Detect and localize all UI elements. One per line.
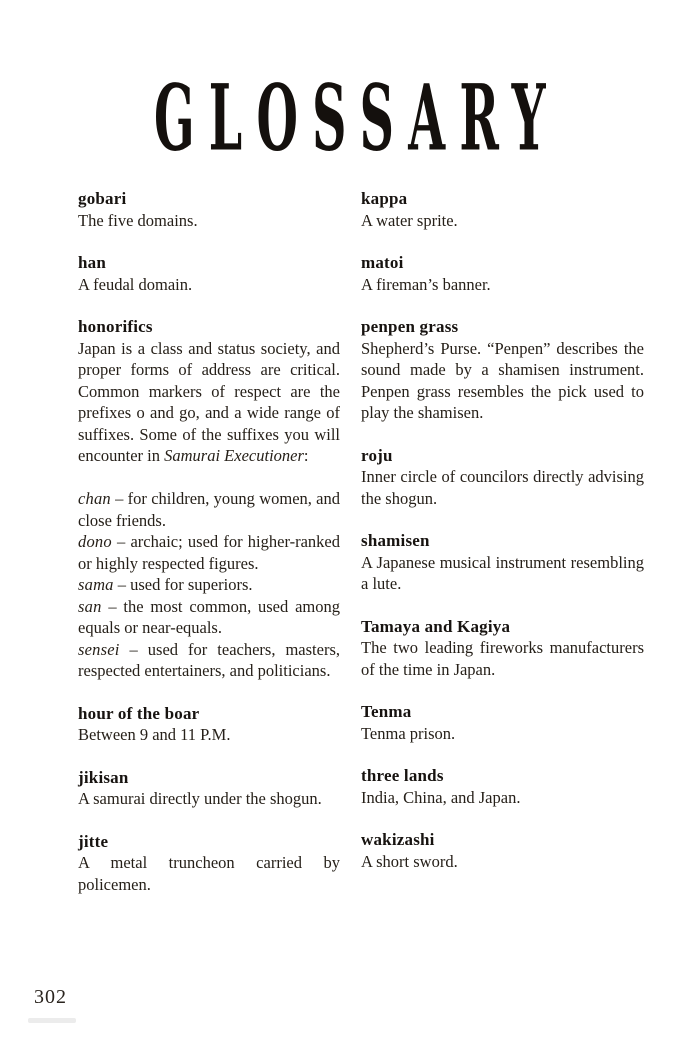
entry-jitte: [78, 831, 340, 896]
entry-hour-of-the-boar: [78, 703, 340, 746]
suffix-term: sama: [78, 575, 114, 594]
entry-term: matoi: [361, 253, 404, 272]
entry-definition: Shepherd’s Purse. “Penpen” describes the sound made by a shamisen instrument. Penpen grass resembles the pick used to play the shamisen.: [361, 338, 644, 422]
honorifics-intro-suffix: :: [303, 446, 309, 465]
entry-term: wakizashi: [361, 830, 435, 849]
entry-definition: [78, 338, 340, 467]
entry-definition: A fireman’s banner.: [361, 274, 491, 294]
entry-definition: India, China, and Japan.: [361, 787, 521, 807]
entry-definition: The five domains.: [78, 210, 198, 230]
entry-tamaya-and-kagiya: [361, 616, 644, 681]
suffix-term: sensei: [78, 639, 120, 659]
suffix-term: chan: [78, 489, 111, 508]
entry-kappa: [361, 188, 644, 231]
entry-term: Tenma: [361, 702, 412, 721]
suffix-text: – used for teachers, masters, respected entertainers, and politicians.: [78, 639, 341, 680]
honorifics-intro: Japan is a class and status society, and proper forms of address are critical. Common markers of respect are the prefixes o and go, and a wide range of suffixes. Some of the suffixes you will encounter in: [78, 338, 340, 465]
left-column: [78, 188, 340, 916]
entry-han: [78, 252, 340, 295]
entry-jikisan: [78, 767, 340, 810]
entry-three-lands: [361, 765, 644, 808]
entry-tenma: [361, 701, 644, 744]
suffix-item-chan: [78, 488, 340, 531]
entry-term: kappa: [361, 189, 408, 208]
entry-definition: Tenma prison.: [361, 723, 456, 743]
entry-term: Tamaya and Kagiya: [361, 616, 511, 636]
entry-term: penpen grass: [361, 317, 459, 336]
entry-definition: Between 9 and 11 P.M.: [78, 725, 231, 744]
entry-gobari: [78, 188, 340, 231]
suffix-item-dono: [78, 531, 340, 574]
suffix-item-sama: [78, 574, 340, 596]
entry-matoi: [361, 252, 644, 295]
suffix-item-sensei: [78, 639, 340, 682]
entry-honorifics: [78, 316, 340, 682]
entry-term: jikisan: [78, 767, 129, 787]
entry-definition: The two leading fireworks manufacturers of the time in Japan.: [361, 638, 644, 679]
page-number: 302: [34, 986, 67, 1008]
entry-definition: Inner circle of councilors directly advising the shogun.: [361, 467, 644, 508]
entry-roju: [361, 445, 644, 510]
entry-penpen-grass: [361, 316, 644, 424]
glossary-title-text: GLOSSARY: [154, 64, 561, 172]
entry-definition: A feudal domain.: [78, 274, 193, 294]
entry-term: gobari: [78, 189, 127, 208]
glossary-columns: [78, 188, 644, 916]
entry-shamisen: [361, 530, 644, 595]
entry-term: han: [78, 253, 107, 272]
suffix-list: [78, 488, 340, 682]
glossary-title: [0, 62, 700, 174]
entry-definition: A metal truncheon carried by policemen.: [78, 853, 340, 894]
work-title: Samurai Executioner: [164, 446, 304, 465]
entry-definition: A Japanese musical instrument resembling a lute.: [361, 552, 644, 593]
scan-artifact: [28, 1018, 76, 1023]
entry-term: shamisen: [361, 531, 430, 550]
entry-definition: A samurai directly under the shogun.: [78, 789, 322, 808]
suffix-term: san: [78, 596, 102, 616]
suffix-text: – used for superiors.: [117, 575, 253, 594]
entry-wakizashi: [361, 829, 644, 872]
entry-term: honorifics: [78, 317, 153, 336]
entry-definition: A water sprite.: [361, 210, 458, 230]
suffix-text: – for children, young women, and close friends.: [78, 489, 340, 530]
suffix-term: dono: [78, 532, 112, 551]
entry-term: jitte: [78, 831, 109, 851]
suffix-item-san: [78, 596, 340, 639]
entry-term: three lands: [361, 766, 444, 785]
suffix-text: – the most common, used among equals or near-equals.: [78, 596, 340, 637]
suffix-text: – archaic; used for higher-ranked or highly respected figures.: [78, 532, 341, 573]
right-column: [361, 188, 644, 916]
entry-term: roju: [361, 445, 393, 465]
entry-term: hour of the boar: [78, 703, 200, 723]
entry-definition: A short sword.: [361, 851, 458, 871]
